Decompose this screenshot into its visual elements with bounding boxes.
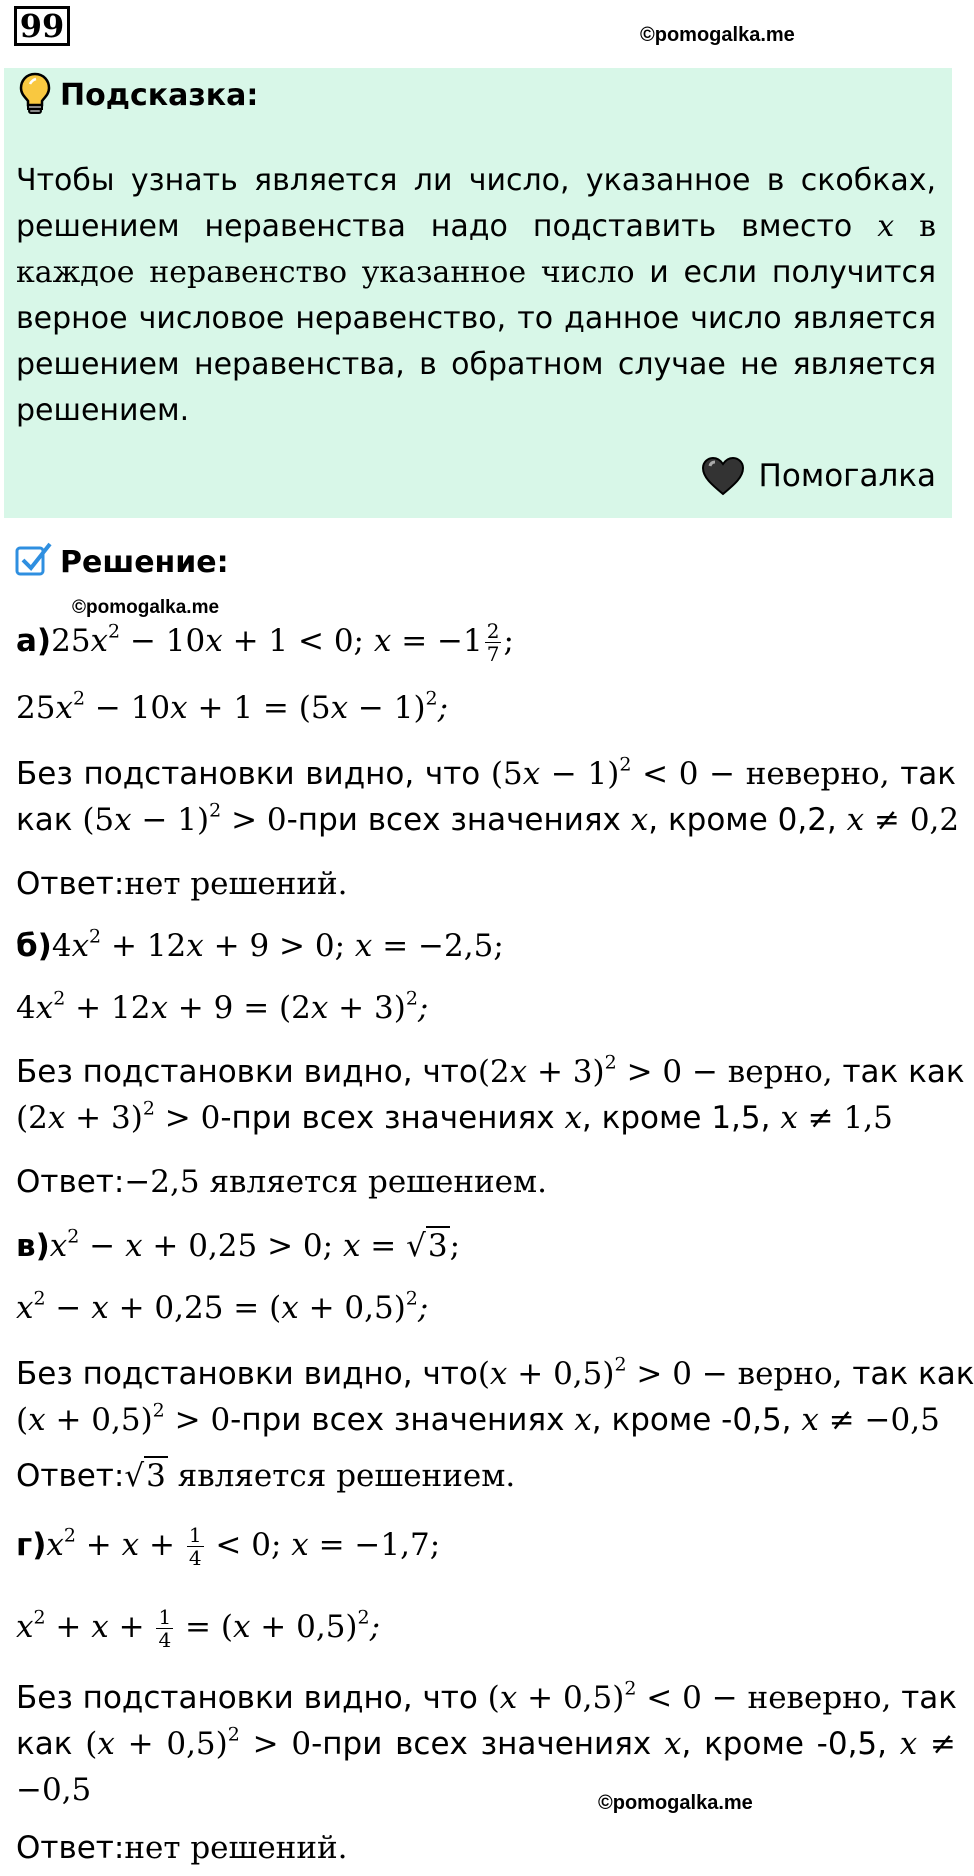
part-g-answer: Ответ:нет решений. bbox=[16, 1830, 348, 1866]
part-v-task: $в)x^2 - x + 0,25 > 0$; x = √3; bbox=[16, 1225, 461, 1264]
part-v-explanation-2: $(x + 0,5)^2 > 0-при$ всех значениях x, кроме -0,5, x ≠ −0,5 bbox=[16, 1399, 940, 1438]
part-g-formula: $x^2 + x$ + $\frac{1}{4}$ = $(x + 0,5)^2$; bbox=[16, 1605, 381, 1652]
part-b-explanation-2: $(2x + 3)^2 > 0-при$ всех значениях x, кроме 1,5, x ≠ 1,5 bbox=[16, 1097, 893, 1136]
part-v-formula: $x^2 - x + 0,25 = (x + 0,5)^2$; bbox=[16, 1287, 429, 1326]
hint-text: Чтобы узнать является ли число, указанное в скобках, решением неравенства надо подставить вместо x в каждое неравенство указанное число и если получится верное числовое неравенство, то данное число является решением неравенства, в обратном случае не является решением. bbox=[16, 163, 936, 428]
hint-title: Подсказка: bbox=[60, 78, 259, 113]
part-a-formula: $25x^2 - 10x + 1 = (5x - 1)^2$; bbox=[16, 687, 449, 726]
heart-icon bbox=[701, 456, 745, 496]
part-v-answer: Ответ:√3 является решением. bbox=[16, 1458, 516, 1494]
brand-signature bbox=[701, 456, 936, 496]
part-b-task: $б)4x^2 + 12x + 9 > 0$; x = −2,5; bbox=[16, 925, 504, 964]
brand-name: Помогалка bbox=[758, 458, 936, 494]
checkbox-icon bbox=[14, 540, 54, 580]
part-g-explanation-2: как $(x + 0,5)^2 > 0-при$ всех значениях x, кроме -0,5, x ≠ bbox=[16, 1723, 957, 1762]
part-g-explanation-3: −0,5 bbox=[16, 1772, 92, 1808]
part-g-task: $г)x^2 + x$ + $\frac{1}{4}$ < 0; x = −1,7; bbox=[16, 1523, 441, 1570]
solution-title: Решение: bbox=[60, 545, 229, 580]
problem-number: 99 bbox=[14, 6, 70, 46]
part-a-task: $а)25x^2 - 10x + 1 < 0$; x = −1 $\frac{2}{7}$ ; bbox=[16, 619, 514, 666]
part-b-answer: Ответ:−2,5 является решением. bbox=[16, 1164, 547, 1200]
watermark: ©pomogalka.me bbox=[598, 1792, 753, 1814]
watermark: ©pomogalka.me bbox=[72, 597, 220, 618]
lightbulb-icon bbox=[18, 72, 52, 116]
part-v-explanation-1: Без подстановки видно, $что(x + 0,5)^2 > 0$ − верно, так как bbox=[16, 1353, 974, 1392]
part-g-explanation-1: Без подстановки видно, что $(x + 0,5)^2 < 0$ − неверно, так bbox=[16, 1677, 957, 1716]
part-b-formula: $4x^2 + 12x + 9 = (2x + 3)^2$; bbox=[16, 987, 429, 1026]
part-a-explanation-1: Без подстановки видно, что $(5x - 1)^2 < 0$ − неверно, так bbox=[16, 753, 957, 792]
part-a-answer: Ответ:нет решений. bbox=[16, 866, 348, 902]
watermark: ©pomogalka.me bbox=[640, 24, 795, 46]
part-b-explanation-1: Без подстановки видно, $что(2x + 3)^2 > 0$ − верно, так как bbox=[16, 1051, 965, 1090]
part-a-explanation-2: как $(5x - 1)^2 > 0-при$ всех значениях x, кроме 0,2, x ≠ 0,2 bbox=[16, 799, 960, 838]
